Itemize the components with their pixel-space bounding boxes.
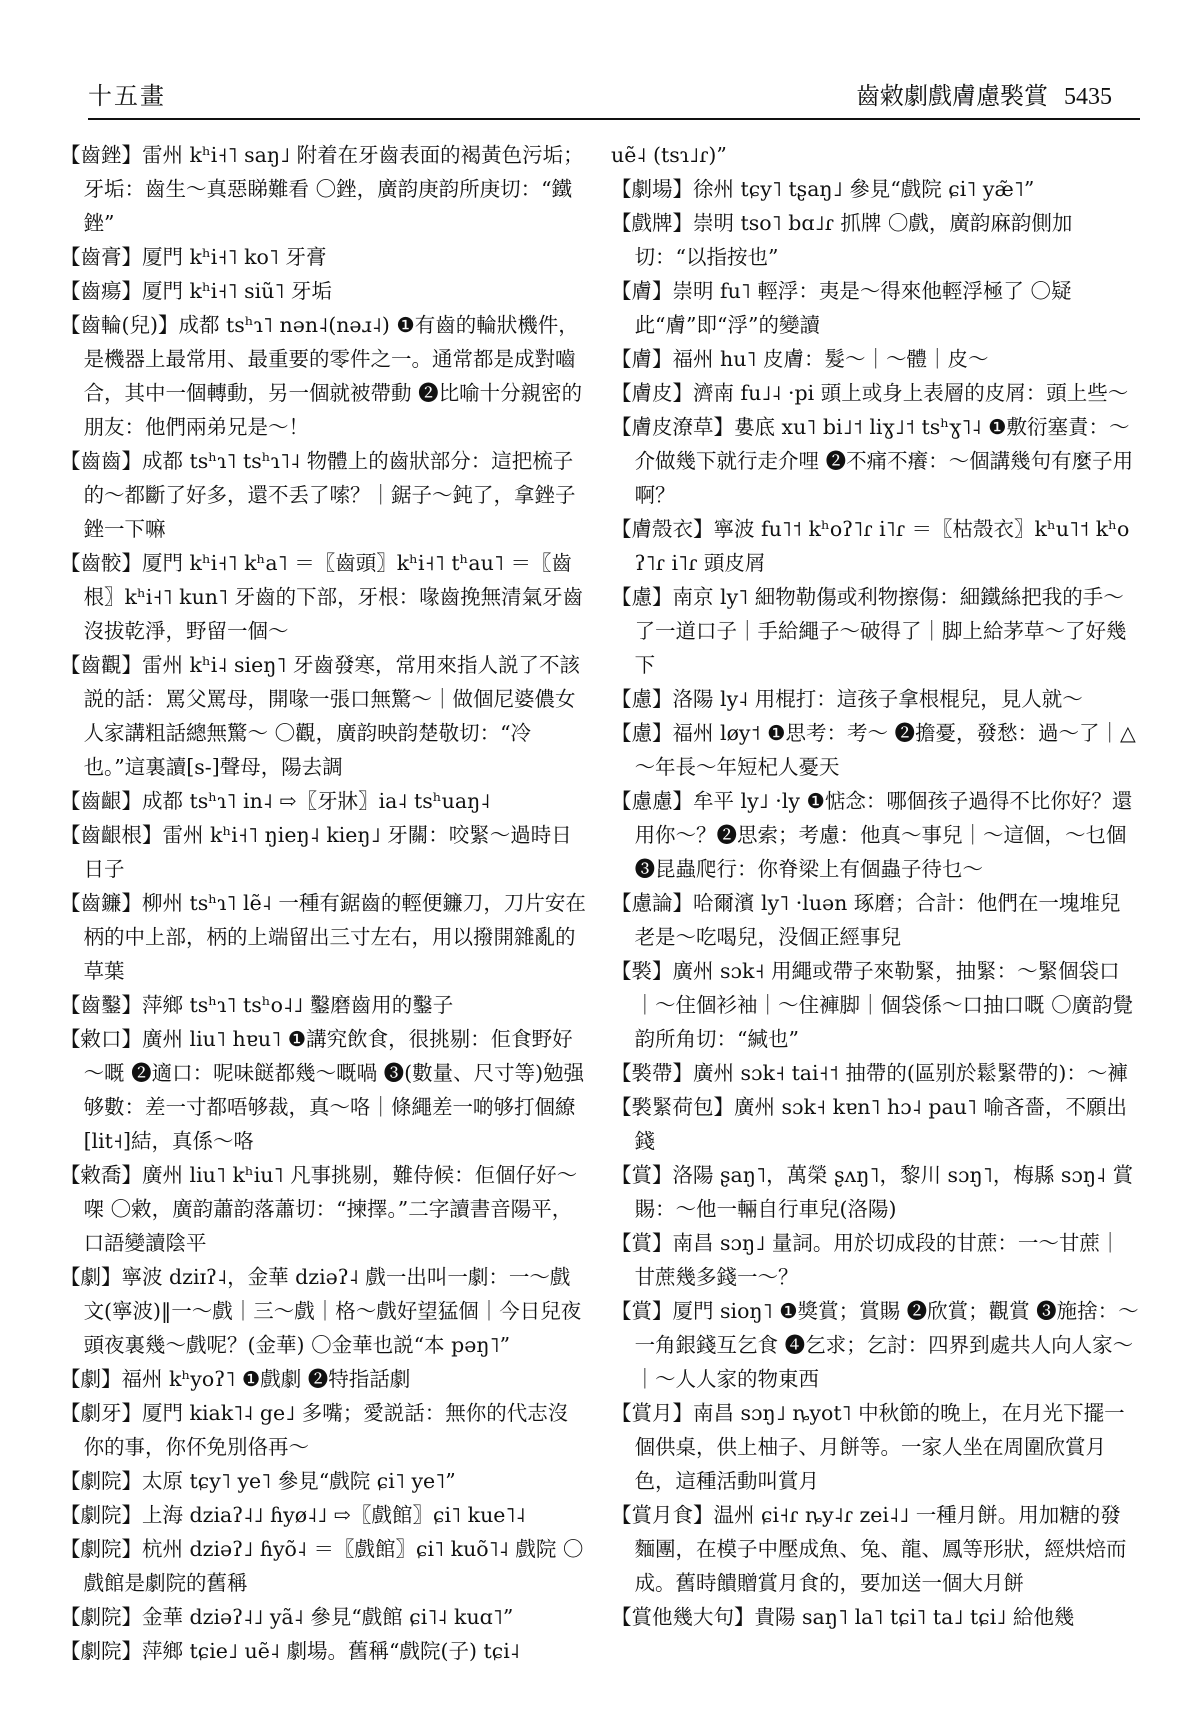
dictionary-entry: 【齒瘍】厦門 kʰi˧˥ siũ˥ 牙垢 bbox=[60, 279, 333, 303]
dictionary-entry: 【褧】廣州 sɔk˧ 用繩或帶子來勒緊，抽緊：～緊個袋口｜～住個衫袖｜～住褲脚｜個袋係～口抽口嘅 〇廣韵覺韵所角切：“緘也” bbox=[611, 959, 1134, 1051]
dictionary-entry: 【褧緊荷包】廣州 sɔk˧ kɐn˥ hɔ˨ pau˥ 喻吝嗇，不願出錢 bbox=[611, 1095, 1128, 1153]
dictionary-body bbox=[60, 138, 1144, 1694]
dictionary-entry: 【劇院】上海 dziaʔ˨˩ ɦyø˨˩ ⇨〖戲館〗ɕi˥ kue˥˨ bbox=[60, 1503, 526, 1527]
dictionary-entry: 【賞他幾大句】貴陽 saŋ˥ la˥ tɕi˥ ta˩ tɕi˩ 給他幾 bbox=[611, 1605, 1075, 1629]
dictionary-entry: 【齒齒】成都 tsʰɿ˥ tsʰɿ˥˨ 物體上的齒狀部分：這把梳子的～都斷了好多，還不丢了嗦？｜鋸子～鈍了，拿銼子銼一下嘛 bbox=[60, 449, 576, 541]
dictionary-entry: 【齒銼】雷州 kʰi˧˥ saŋ˩ 附着在牙齒表面的褐黃色污垢；牙垢：齒生～真惡睇難看 〇銼，廣韵庚韵所庚切：“鐵銼” bbox=[60, 143, 584, 235]
dictionary-entry: 【劇院】杭州 dziəʔ˩ ɦyõ˨ ＝〖戲館〗ɕi˥ kuõ˥˨ 戲院 〇戲館是劇院的舊稱 bbox=[60, 1537, 584, 1595]
section-label: 十五畫 bbox=[88, 82, 166, 110]
header-right bbox=[856, 76, 1112, 111]
dictionary-entry: 【賞月食】温州 ɕi˧ɾ ȵy˨ɾ zei˨˩ 一種月餅。用加糖的發麵團，在模子中壓成魚、兔、龍、鳳等形狀，經烘焙而成。舊時饋贈賞月食的，要加送一個大月餅 bbox=[611, 1503, 1127, 1595]
dictionary-entry: 【賞】南昌 sɔŋ˩ 量詞。用於切成段的甘蔗：一～甘蔗｜甘蔗幾多錢一～？ bbox=[611, 1231, 1121, 1289]
dictionary-entry: 【慮】南京 ly˥ 細物勒傷或利物擦傷：細鐵絲把我的手～了一道口子｜手給繩子～破得了｜脚上給茅草～了好幾下 bbox=[611, 585, 1127, 677]
dictionary-entry: 【劇院】萍鄉 tɕie˩ uẽ˨ 劇場。舊稱“戲院(子) tɕi˨ bbox=[60, 1639, 520, 1663]
dictionary-entry: 【齒輪(兒)】成都 tsʰɿ˥ nən˨(nəɹ˨) ❶有齒的輪狀機件，是機器上最常用、最重要的零件之一。通常都是成對嚙合，其中一個轉動，另一個就被帶動 ❷比喻十分親密的朋友：他們兩弟兄是～！ bbox=[60, 313, 583, 439]
dictionary-entry: 【膚】福州 hu˥ 皮膚：髮～｜～體｜皮～ bbox=[611, 347, 989, 371]
dictionary-entry: 【劇】寧波 dziɪʔ˨，金華 dziəʔ˨ 戲一出叫一劇：一～戲文(寧波)‖一～戲｜三～戲｜格～戲好望猛個｜今日兒夜頭夜裏幾～戲呢？(金華) 〇金華也説“本 pəŋ˥” bbox=[60, 1265, 582, 1357]
dictionary-entry: 【慮論】哈爾濱 ly˥ ·luən 琢磨；合計：他們在一塊堆兒老是～吃喝兒，没個正經事兒 bbox=[611, 891, 1121, 949]
header-rule bbox=[88, 118, 1140, 120]
dictionary-entry: 【膚】崇明 fu˥ 輕浮：夷是～得來他輕浮極了 〇疑此“膚”即“浮”的變讀 bbox=[611, 279, 1072, 337]
dictionary-entry: 【劇院】太原 tɕy˥ ye˥ 參見“戲院 ɕi˥ ye˥” bbox=[60, 1469, 456, 1493]
dictionary-entry: 【劇】福州 kʰyoʔ˥ ❶戲劇 ❷特指話劇 bbox=[60, 1367, 411, 1391]
dictionary-entry: 【褧帶】廣州 sɔk˧ tai˧˦ 抽帶的(區别於鬆緊帶的)：～褲 bbox=[611, 1061, 1128, 1085]
dictionary-entry: 【賞】洛陽 ʂaŋ˥，萬榮 ʂʌŋ˥，黎川 sɔŋ˥，梅縣 sɔŋ˨ 賞賜：～他一輛自行車兒(洛陽) bbox=[611, 1163, 1134, 1221]
page-number: 5435 bbox=[1064, 84, 1112, 110]
dictionary-entry: 【劇牙】厦門 kiak˥˨ ge˩ 多嘴；愛説話：無你的代志沒你的事，你伓免別佫再～ bbox=[60, 1401, 569, 1459]
right-column bbox=[611, 138, 1140, 1694]
dictionary-entry: 【膚皮】濟南 fu˩˨ ·pi 頭上或身上表層的皮屑：頭上些～ bbox=[611, 381, 1129, 405]
dictionary-entry: 【賞】厦門 sioŋ˥ ❶獎賞；賞賜 ❷欣賞；觀賞 ❸施捨：～一角銀錢互乞食 ❹乞求；乞討：四界到處共人向人家～｜～人人家的物東西 bbox=[611, 1299, 1139, 1391]
dictionary-entry: 【劇院】金華 dziəʔ˨˩ yã˨ 參見“戲館 ɕi˥˨ kuɑ˥” bbox=[60, 1605, 514, 1629]
dictionary-entry: 【齒骹】厦門 kʰi˧˥ kʰa˥ ＝〖齒頭〗kʰi˧˥ tʰau˥ ＝〖齒根〗kʰi˧˥ kun˥ 牙齒的下部，牙根：喙齒挽無清氣牙齒沒拔乾淨，野留一個～ bbox=[60, 551, 584, 643]
dictionary-entry: 【敹口】廣州 liu˥ hɐu˥ ❶講究飲食，很挑剔：佢食野好～嘅 ❷適口：呢味餸都幾～嘅喎 ❸(數量、尺寸等)勉强够數：差一寸都唔够裁，真～咯｜條繩差一啲够打個繚[lit˧]結，真係～咯 bbox=[60, 1027, 585, 1153]
dictionary-entry: 【齒齦】成都 tsʰɿ˥ in˨ ⇨〖牙牀〗ia˨ tsʰuaŋ˨ bbox=[60, 789, 491, 813]
dictionary-entry: 【賞月】南昌 sɔŋ˩ ȵyot˥ 中秋節的晚上，在月光下擺一個供桌，供上柚子、月餅等。一家人坐在周圍欣賞月色，這種活動叫賞月 bbox=[611, 1401, 1125, 1493]
dictionary-entry: 【慮】洛陽 ly˨ 用棍打：這孩子拿根棍兒，見人就～ bbox=[611, 687, 1083, 711]
dictionary-entry: 【齒鐮】柳州 tsʰɿ˥ lẽ˨ 一種有鋸齒的輕便鐮刀，刀片安在柄的中上部，柄的上端留出三寸左右，用以撥開雜亂的草葉 bbox=[60, 891, 586, 983]
dictionary-entry: 【敹喬】廣州 liu˥ kʰiu˥ 凡事挑剔，難侍候：佢個仔好～㗎 〇敹，廣韵蕭韵落蕭切：“揀擇。”二字讀書音陽平，口語變讀陰平 bbox=[60, 1163, 578, 1255]
dictionary-entry: 【齒鑿】萍鄉 tsʰɿ˥ tsʰo˨˩ 鑿磨齒用的鑿子 bbox=[60, 993, 454, 1017]
dictionary-entry: 【膚殼衣】寧波 fu˥˦ kʰoʔ˥ɾ i˥ɾ ＝〖枯殼衣〗kʰu˥˦ kʰoʔ˥ɾ i˥ɾ 頭皮屑 bbox=[611, 517, 1130, 575]
left-column bbox=[60, 138, 588, 1694]
dictionary-entry: 【膚皮潦草】婁底 xu˥ bi˩˦ liɣ˩˦ tsʰɣ˥˨ ❶敷衍塞責：～介做幾下就行走介哩 ❷不痛不癢：～個講幾句有麼子用啊？ bbox=[611, 415, 1134, 507]
dictionary-entry: 【劇場】徐州 tɕy˥ tʂaŋ˩ 參見“戲院 ɕi˥ yæ̃˥” bbox=[611, 177, 1035, 201]
dictionary-entry: 【齒膏】厦門 kʰi˧˥ ko˥ 牙膏 bbox=[60, 245, 327, 269]
dictionary-entry: uẽ˨ (tsɿ˩ɾ)” bbox=[611, 143, 727, 167]
dictionary-entry: 【慮】福州 løy˦ ❶思考：考～ ❷擔憂，發愁：過～了｜△～年長～年短杞人憂天 bbox=[611, 721, 1136, 779]
page-header bbox=[60, 70, 1140, 120]
dictionary-entry: 【齒齦根】雷州 kʰi˧˥ ŋieŋ˨ kieŋ˩ 牙關：咬緊～過時日日子 bbox=[60, 823, 572, 881]
running-headwords: 齒敹劇戲膚慮褧賞 bbox=[856, 82, 1048, 110]
dictionary-entry: 【齒觀】雷州 kʰi˨ sieŋ˥ 牙齒發寒，常用來指人説了不該説的話：罵父罵母，開喙一張口無驚～｜做個尼婆儂女人家講粗話總無驚～ 〇觀，廣韵映韵楚敬切：“冷也。”這裏讀[s-]聲母，陽去調 bbox=[60, 653, 581, 779]
dictionary-entry: 【慮慮】牟平 ly˩ ·ly ❶惦念：哪個孩子過得不比你好？還用你～？❷思索；考慮：他真～事兒｜～這個，～乜個 ❸昆蟲爬行：你脊梁上有個蟲子待乜～ bbox=[611, 789, 1133, 881]
dictionary-entry: 【戲牌】崇明 tso˥ bɑ˩ɾ 抓牌 〇戲，廣韵麻韵側加切：“以指按也” bbox=[611, 211, 1073, 269]
